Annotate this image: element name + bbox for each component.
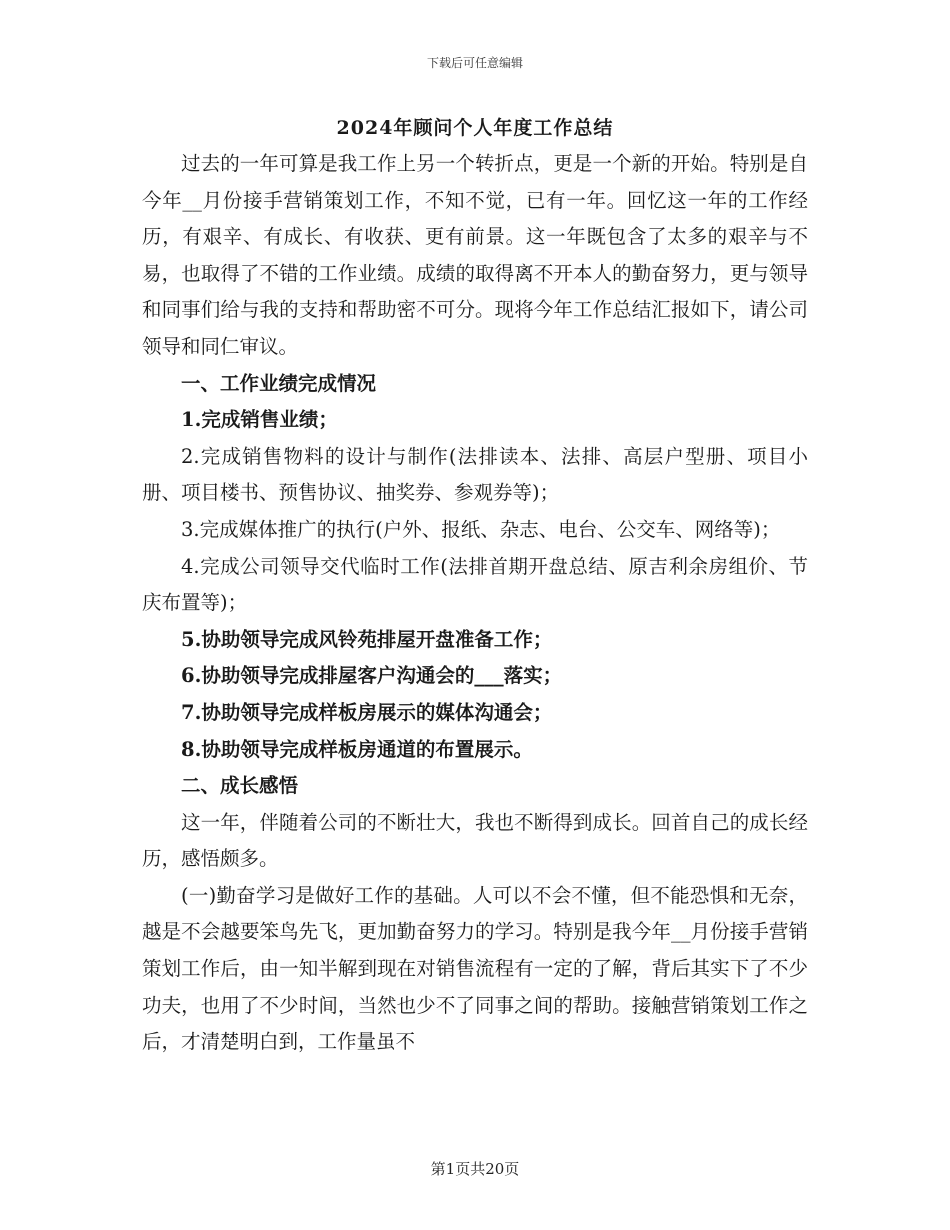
section-heading-2: 二、成长感悟 <box>181 774 299 798</box>
document-title: 2024年顾问个人年度工作总结 <box>336 117 614 139</box>
paragraph-growth: 这一年，伴随着公司的不断壮大，我也不断得到成长。回首自己的成长经历，感悟颇多。 <box>142 810 808 871</box>
paragraph-study: (一)勤奋学习是做好工作的基础。人可以不会不懂，但不能恐惧和无奈，越是不会越要笨鸟先飞，更加勤奋努力的学习。特别是我今年__月份接手营销策划工作后，由一知半解到现在对销售流程有一定的了解，背后其实下了不少功夫，也用了不少时间，当然也少不了同事之间的帮助。接触营销策划工作之后，才清楚明白到，工作量虽不 <box>142 883 808 1054</box>
list-item-5: 5.协助领导完成风铃苑排屋开盘准备工作； <box>181 627 553 651</box>
section-heading-1: 一、工作业绩完成情况 <box>181 371 377 395</box>
list-item-8: 8.协助领导完成样板房通道的布置展示。 <box>181 737 533 761</box>
paragraph-intro: 过去的一年可算是我工作上另一个转折点，更是一个新的开始。特别是自今年__月份接手营销策划工作，不知不觉，已有一年。回忆这一年的工作经历，有艰辛、有成长、有收获、更有前景。这一年既包含了太多的艰辛与不易，也取得了不错的工作业绩。成绩的取得离不开本人的勤奋努力，更与领导和同事们给与我的支持和帮助密不可分。现将今年工作总结汇报如下，请公司领导和同仁审议。 <box>142 152 808 358</box>
list-item-4: 4.完成公司领导交代临时工作(法排首期开盘总结、原吉利余房组价、节庆布置等)； <box>142 554 808 615</box>
document-body <box>142 146 808 1061</box>
list-item-3: 3.完成媒体推广的执行(户外、报纸、杂志、电台、公交车、网络等)； <box>181 517 781 541</box>
header-note: 下载后可任意编辑 <box>426 56 523 70</box>
list-item-2: 2.完成销售物料的设计与制作(法排读本、法排、高层户型册、项目小册、项目楼书、预售协议、抽奖券、参观券等)； <box>142 444 808 505</box>
list-item-6: 6.协助领导完成排屋客户沟通会的___落实； <box>181 664 563 688</box>
page-number-footer: 第1页共20页 <box>430 1160 520 1178</box>
list-item-1: 1.完成销售业绩； <box>181 408 338 432</box>
list-item-7: 7.协助领导完成样板房展示的媒体沟通会； <box>181 700 553 724</box>
